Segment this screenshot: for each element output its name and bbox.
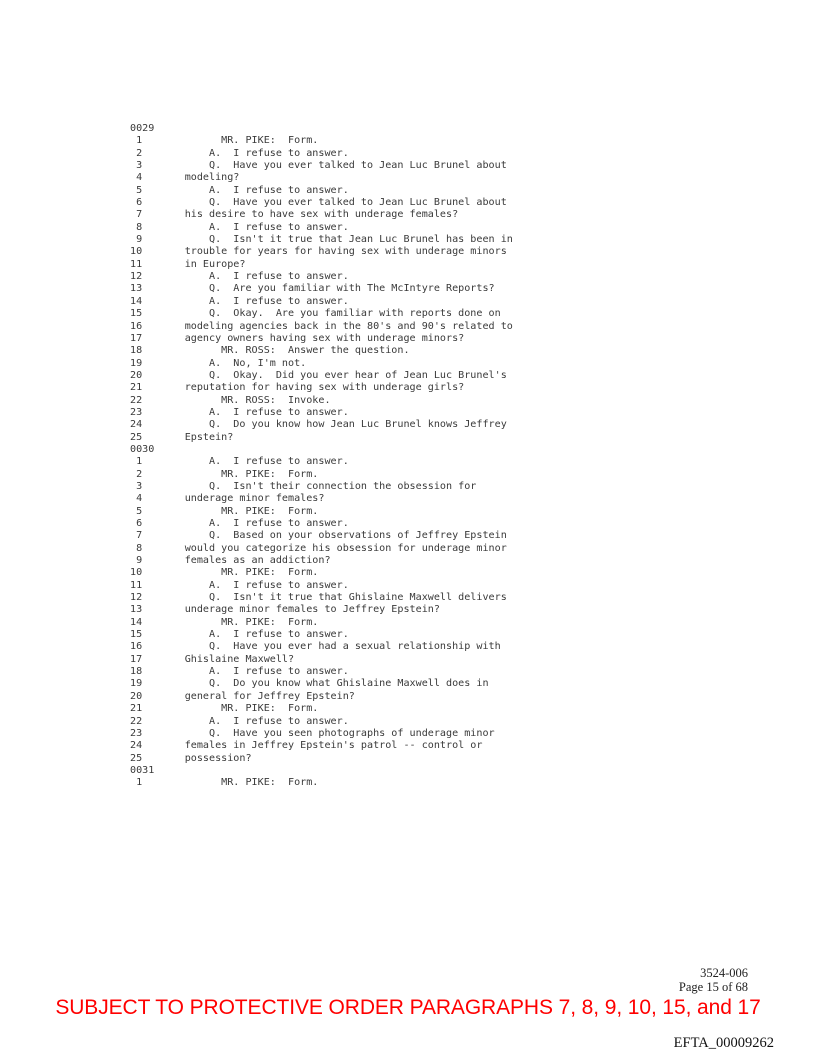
transcript-line: 12 A. I refuse to answer. [130,271,349,283]
transcript-line: 8 A. I refuse to answer. [130,221,349,233]
transcript-line: 16 modeling agencies back in the 80's and 90's related to [130,320,513,332]
transcript-line: 12 Q. Isn't it true that Ghislaine Maxwell delivers [130,592,507,604]
document-code: 3524-006 [700,966,748,980]
transcript-line: 20 general for Jeffrey Epstein? [130,690,355,702]
transcript-line: 25 Epstein? [130,431,234,443]
transcript-line: 22 A. I refuse to answer. [130,715,349,727]
transcript-line: 13 Q. Are you familiar with The McIntyre Reports? [130,283,495,295]
transcript-line: 3 Q. Have you ever talked to Jean Luc Brunel about [130,160,507,172]
transcript-line: 24 Q. Do you know how Jean Luc Brunel knows Jeffrey [130,419,507,431]
transcript-line: 10 MR. PIKE: Form. [130,567,319,579]
transcript-line: 8 would you categorize his obsession for underage minor [130,542,507,554]
transcript-line: 4 modeling? [130,172,240,184]
transcript-line: 14 A. I refuse to answer. [130,295,349,307]
transcript-line: 1 MR. PIKE: Form. [130,135,319,147]
transcript-line: 10 trouble for years for having sex with underage minors [130,246,507,258]
transcript-line: 24 females in Jeffrey Epstein's patrol -- control or [130,740,483,752]
transcript-line: 19 A. No, I'm not. [130,357,307,369]
transcript-line: 3 Q. Isn't their connection the obsession for [130,480,477,492]
bates-number: EFTA_00009262 [673,1035,774,1051]
transcript-line: 23 A. I refuse to answer. [130,406,349,418]
transcript-line: 2 A. I refuse to answer. [130,147,349,159]
transcript-line: 18 A. I refuse to answer. [130,666,349,678]
transcript-line: 20 Q. Okay. Did you ever hear of Jean Luc Brunel's [130,369,507,381]
page-number: Page 15 of 68 [678,980,748,994]
transcript-line: 9 Q. Isn't it true that Jean Luc Brunel has been in [130,234,513,246]
page-reference [679,966,748,994]
transcript-line: 5 A. I refuse to answer. [130,184,349,196]
transcript-line: 18 MR. ROSS: Answer the question. [130,345,410,357]
transcript-line: 14 MR. PIKE: Form. [130,616,319,628]
transcript-line: 13 underage minor females to Jeffrey Epstein? [130,604,440,616]
transcript-line: 15 A. I refuse to answer. [130,629,349,641]
transcript-line: 0029 [130,123,155,134]
transcript-line: 25 possession? [130,752,252,764]
transcript-line: 1 A. I refuse to answer. [130,456,349,468]
transcript-line: 16 Q. Have you ever had a sexual relationship with [130,641,501,653]
protective-order-notice: SUBJECT TO PROTECTIVE ORDER PARAGRAPHS 7, 8, 9, 10, 15, and 17 [55,996,761,1019]
transcript-line: 6 Q. Have you ever talked to Jean Luc Brunel about [130,197,507,209]
transcript-line: 22 MR. ROSS: Invoke. [130,394,331,406]
transcript-line: 4 underage minor females? [130,493,325,505]
transcript-line: 2 MR. PIKE: Form. [130,468,319,480]
transcript-body [130,123,730,790]
transcript-line: 15 Q. Okay. Are you familiar with reports done on [130,308,501,320]
transcript-line: 21 reputation for having sex with underage girls? [130,382,465,394]
transcript-line: 7 Q. Based on your observations of Jeffrey Epstein [130,530,507,542]
transcript-line: 21 MR. PIKE: Form. [130,703,319,715]
transcript-line: 5 MR. PIKE: Form. [130,505,319,517]
transcript-line: 11 in Europe? [130,258,246,270]
transcript-line: 7 his desire to have sex with underage females? [130,209,459,221]
transcript-line: 23 Q. Have you seen photographs of underage minor [130,727,495,739]
transcript-line: 17 Ghislaine Maxwell? [130,653,295,665]
transcript-line: 9 females as an addiction? [130,555,331,567]
transcript-line: 11 A. I refuse to answer. [130,579,349,591]
transcript-line: 0031 [130,764,155,776]
transcript-line: 17 agency owners having sex with underage minors? [130,332,465,344]
transcript-line: 1 MR. PIKE: Form. [130,777,319,789]
transcript-line: 19 Q. Do you know what Ghislaine Maxwell does in [130,678,489,690]
transcript-line: 0030 [130,443,155,455]
transcript-line: 6 A. I refuse to answer. [130,518,349,529]
